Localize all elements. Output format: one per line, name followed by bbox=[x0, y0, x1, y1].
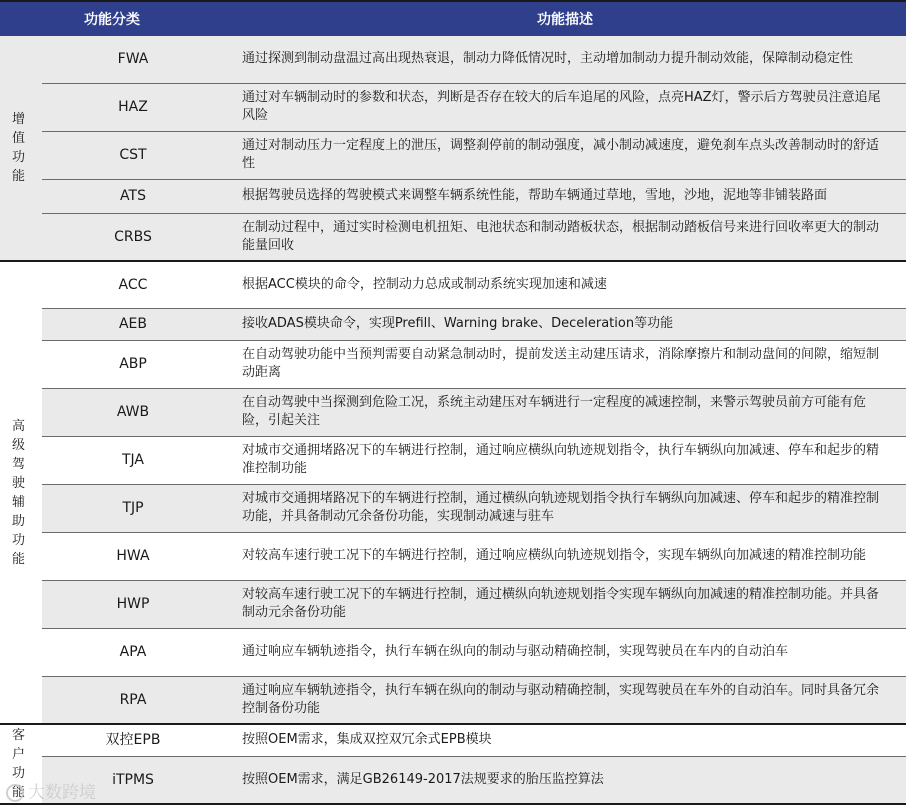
table-row bbox=[0, 580, 906, 628]
function-code: CRBS bbox=[42, 213, 224, 261]
function-description: 在制动过程中，通过实时检测电机扭矩、电池状态和制动踏板状态，根据制动踏板信号来进行回收率更大的制动能量回收 bbox=[224, 213, 906, 261]
function-description: 在自动驾驶中当探测到危险工况，系统主动建压对车辆进行一定程度的减速控制，来警示驾驶员前方可能有危险，引起关注 bbox=[224, 388, 906, 436]
function-code: 双控EPB bbox=[42, 724, 224, 756]
table-row bbox=[0, 724, 906, 756]
function-description: 在自动驾驶功能中当预判需要自动紧急制动时，提前发送主动建压请求，消除摩擦片和制动盘间的间隙，缩短制动距离 bbox=[224, 340, 906, 388]
group-label: 客户功能 bbox=[0, 724, 42, 804]
table-row bbox=[0, 484, 906, 532]
function-description: 接收ADAS模块命令，实现Prefill、Warning brake、Deceleration等功能 bbox=[224, 308, 906, 340]
table-row bbox=[0, 308, 906, 340]
function-description: 通过探测到制动盘温过高出现热衰退，制动力降低情况时，主动增加制动力提升制动效能，保障制动稳定性 bbox=[224, 36, 906, 83]
table-row bbox=[0, 676, 906, 724]
group-label: 高级驾驶辅助功能 bbox=[0, 261, 42, 724]
function-code: TJA bbox=[42, 436, 224, 484]
table-row bbox=[0, 83, 906, 131]
function-description: 按照OEM需求，满足GB26149-2017法规要求的胎压监控算法 bbox=[224, 756, 906, 804]
table-row bbox=[0, 532, 906, 580]
function-code: HAZ bbox=[42, 83, 224, 131]
function-description: 根据驾驶员选择的驾驶模式来调整车辆系统性能，帮助车辆通过草地，雪地，沙地，泥地等非铺装路面 bbox=[224, 179, 906, 213]
function-code: ABP bbox=[42, 340, 224, 388]
header-row bbox=[0, 1, 906, 36]
function-description: 通过响应车辆轨迹指令，执行车辆在纵向的制动与驱动精确控制，实现驾驶员在车内的自动泊车 bbox=[224, 628, 906, 676]
function-code: ACC bbox=[42, 261, 224, 308]
function-code: ATS bbox=[42, 179, 224, 213]
table-row bbox=[0, 340, 906, 388]
function-code: CST bbox=[42, 131, 224, 179]
header-description: 功能描述 bbox=[224, 1, 906, 36]
table-row bbox=[0, 131, 906, 179]
table-row bbox=[0, 756, 906, 804]
function-code: APA bbox=[42, 628, 224, 676]
function-description: 对较高车速行驶工况下的车辆进行控制，通过横纵向轨迹规划指令实现车辆纵向加减速的精准控制功能。并具备制动元余备份功能 bbox=[224, 580, 906, 628]
function-code: AEB bbox=[42, 308, 224, 340]
table-row bbox=[0, 261, 906, 308]
table-row bbox=[0, 436, 906, 484]
table-row bbox=[0, 388, 906, 436]
function-description: 对城市交通拥堵路况下的车辆进行控制，通过响应横纵向轨迹规划指令，执行车辆纵向加减速、停车和起步的精准控制功能 bbox=[224, 436, 906, 484]
table-row bbox=[0, 213, 906, 261]
header-category: 功能分类 bbox=[0, 1, 224, 36]
function-description: 通过对制动压力一定程度上的泄压，调整刹停前的制动强度，减小制动减速度，避免刹车点头改善制动时的舒适性 bbox=[224, 131, 906, 179]
function-code: FWA bbox=[42, 36, 224, 83]
table-row bbox=[0, 628, 906, 676]
function-code: HWP bbox=[42, 580, 224, 628]
function-description: 通过响应车辆轨迹指令，执行车辆在纵向的制动与驱动精确控制，实现驾驶员在车外的自动泊车。同时具备冗余控制备份功能 bbox=[224, 676, 906, 724]
function-description: 对较高车速行驶工况下的车辆进行控制，通过响应横纵向轨迹规划指令，实现车辆纵向加减速的精准控制功能 bbox=[224, 532, 906, 580]
group-label: 增值功能 bbox=[0, 36, 42, 261]
function-code: TJP bbox=[42, 484, 224, 532]
function-description: 按照OEM需求，集成双控双冗余式EPB模块 bbox=[224, 724, 906, 756]
function-code: RPA bbox=[42, 676, 224, 724]
watermark-text: 大数跨境 bbox=[28, 783, 96, 803]
function-code: HWA bbox=[42, 532, 224, 580]
function-code: AWB bbox=[42, 388, 224, 436]
table-row bbox=[0, 179, 906, 213]
function-description: 根据ACC模块的命令，控制动力总成或制动系统实现加速和减速 bbox=[224, 261, 906, 308]
table-row bbox=[0, 36, 906, 83]
function-description: 通过对车辆制动时的参数和状态，判断是否存在较大的后车追尾的风险，点亮HAZ灯，警示后方驾驶员注意追尾风险 bbox=[224, 83, 906, 131]
function-description: 对城市交通拥堵路况下的车辆进行控制，通过横纵向轨迹规划指令执行车辆纵向加减速、停车和起步的精准控制功能，并具备制动冗余备份功能，实现制动减速与驻车 bbox=[224, 484, 906, 532]
function-code: iTPMS bbox=[42, 756, 224, 804]
